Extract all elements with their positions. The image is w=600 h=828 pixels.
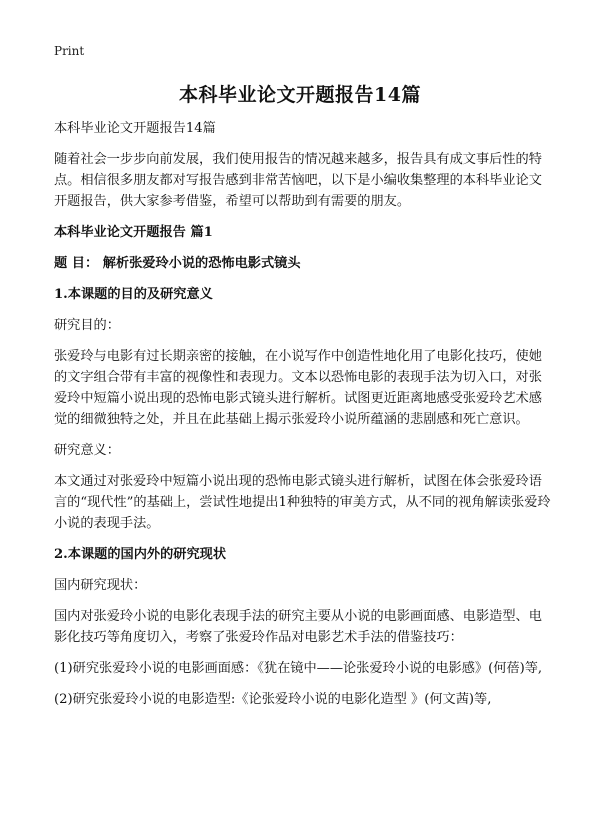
topic-heading: 题 目： 解析张爱玲小说的恐怖电影式镜头 (54, 256, 301, 271)
significance-label: 研究意义： (54, 443, 120, 458)
significance-paragraph: 本文通过对张爱玲中短篇小说出现的恐怖电影式镜头进行解析，试图在体会张爱玲语言的“现代性”的基础上，尝试性地提出1种独特的审美方式，从不同的视角解读张爱玲小说的表现手法。 (54, 474, 551, 531)
section-heading: 本科毕业论文开题报告 篇1 (54, 225, 213, 240)
intro-paragraph: 随着社会一步步向前发展，我们使用报告的情况越来越多，报告具有成文事后性的特点。相信很多朋友都对写报告感到非常苦恼吧，以下是小编收集整理的本科毕业论文开题报告，供大家参考借鉴，希望可以帮助到有需要的朋友。 (54, 152, 542, 209)
page-title: 本科毕业论文开题报告14篇 (179, 84, 421, 106)
domestic-label: 国内研究现状： (54, 578, 147, 593)
list-item: (2)研究张爱玲小说的电影造型:《论张爱玲小说的电影化造型 》(何文茜)等, (54, 692, 492, 707)
purpose-paragraph: 张爱玲与电影有过长期亲密的接触，在小说写作中创造性地化用了电影化技巧，使她的文字组合带有丰富的视像性和表现力。文本以恐怖电影的表现手法为切入口，对张爱玲中短篇小说出现的恐怖电影式镜头进行解析。试图更近距离地感受张爱玲艺术感觉的细微独特之处，并且在此基础上揭示张爱玲小说所蕴涵的悲剧感和死亡意识。 (54, 349, 542, 427)
domestic-paragraph: 国内对张爱玲小说的电影化表现手法的研究主要从小说的电影画面感、电影造型、电影化技巧等角度切入，考察了张爱玲作品对电影艺术手法的借鉴技巧： (54, 609, 542, 645)
purpose-label: 研究目的： (54, 318, 120, 333)
article-body (54, 118, 554, 720)
subtitle: 本科毕业论文开题报告14篇 (54, 121, 216, 136)
heading-research-status: 2.本课题的国内外的研究现状 (54, 547, 227, 562)
list-item: (1)研究张爱玲小说的电影画面感：《犹在镜中——论张爱玲小说的电影感》(何蓓)等, (54, 661, 543, 676)
heading-purpose-significance: 1.本课题的目的及研究意义 (54, 287, 213, 302)
print-link[interactable]: Print (54, 44, 85, 58)
